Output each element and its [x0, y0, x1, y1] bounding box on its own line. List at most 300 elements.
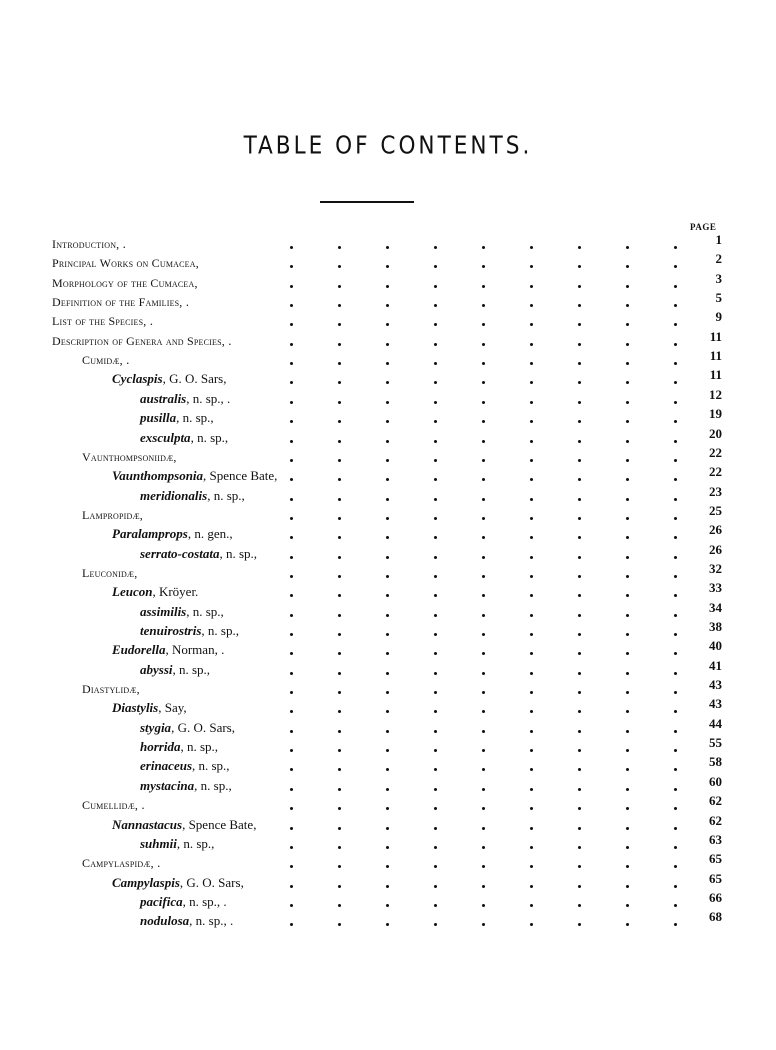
toc-entry-label: [140, 428, 228, 448]
toc-entry-label: [52, 311, 153, 331]
leader-dot: [626, 594, 629, 597]
toc-entry-label-part: Morphology of the Cumacea,: [52, 275, 198, 290]
leader-dots: [0, 892, 776, 912]
leader-dot: [578, 807, 581, 810]
leader-dot: [578, 788, 581, 791]
toc-entry-label: [112, 873, 244, 893]
toc-entry-label: [82, 447, 177, 467]
toc-entry-label-part: , Spence Bate,: [203, 468, 278, 484]
toc-entry-label: [140, 602, 224, 622]
toc-entry: [0, 715, 776, 738]
leader-dot: [674, 691, 677, 694]
leader-dot: [290, 730, 293, 733]
leader-dot: [674, 672, 677, 675]
leader-dot: [578, 323, 581, 326]
toc-entry-label-part: abyssi: [140, 661, 173, 677]
leader-dot: [674, 652, 677, 655]
toc-entry-label-part: pacifica: [140, 893, 183, 909]
toc-entry-page-number: 43: [709, 677, 722, 693]
toc-entry-page-number: 34: [709, 599, 722, 615]
leader-dot: [482, 885, 485, 888]
leader-dot: [626, 672, 629, 675]
leader-dot: [290, 672, 293, 675]
toc-entry-page-number: 44: [709, 715, 722, 731]
toc-entry-label-part: Principal Works on Cumacea,: [52, 256, 199, 271]
leader-dot: [482, 691, 485, 694]
leader-dot: [290, 498, 293, 501]
leader-dots: [0, 428, 776, 448]
leader-dot: [290, 885, 293, 888]
leader-dots: [0, 756, 776, 776]
toc-entry: [0, 502, 776, 525]
leader-dot: [386, 788, 389, 791]
leader-dot: [626, 536, 629, 539]
leader-dot: [434, 807, 437, 810]
toc-entry: [0, 328, 776, 351]
leader-dot: [530, 575, 533, 578]
leader-dot: [578, 440, 581, 443]
leader-dot: [386, 865, 389, 868]
leader-dot: [338, 923, 341, 926]
leader-dot: [626, 614, 629, 617]
leader-dot: [674, 381, 677, 384]
leader-dot: [626, 768, 629, 771]
leader-dot: [482, 633, 485, 636]
leader-dot: [434, 652, 437, 655]
toc-entry-label-part: assimilis: [140, 603, 187, 619]
toc-entry: [0, 350, 776, 370]
leader-dot: [578, 730, 581, 733]
leader-dot: [626, 865, 629, 868]
leader-dot: [578, 691, 581, 694]
leader-dot: [674, 904, 677, 907]
leader-dot: [386, 923, 389, 926]
toc-entry-page-number: 26: [709, 522, 722, 538]
leader-dot: [674, 246, 677, 249]
leader-dot: [386, 672, 389, 675]
leader-dot: [338, 323, 341, 326]
leader-dot: [338, 498, 341, 501]
leader-dot: [674, 517, 677, 520]
leader-dot: [626, 478, 629, 481]
leader-dot: [386, 652, 389, 655]
leader-dot: [386, 556, 389, 559]
leader-dot: [434, 343, 437, 346]
leader-dot: [626, 885, 629, 888]
leader-dot: [626, 749, 629, 752]
leader-dot: [530, 343, 533, 346]
toc-entry-label-part: .: [153, 855, 161, 871]
leader-dot: [482, 710, 485, 713]
leader-dot: [434, 885, 437, 888]
leader-dot: [338, 536, 341, 539]
leader-dot: [290, 575, 293, 578]
leader-dots: [0, 486, 776, 506]
leader-dot: [578, 246, 581, 249]
toc-entry-page-number: 43: [709, 696, 722, 712]
leader-dot: [482, 323, 485, 326]
toc-entry: [0, 679, 776, 699]
toc-entry-label-part: Description of Genera and Species,: [52, 333, 225, 348]
leader-dot: [482, 517, 485, 520]
toc-entry-label: [140, 486, 245, 506]
toc-entry-label-part: Lampropidæ,: [82, 507, 143, 522]
leader-dot: [386, 498, 389, 501]
leader-dot: [530, 807, 533, 810]
toc-entry-label: [140, 911, 233, 931]
toc-entry-page-number: 5: [715, 290, 722, 306]
toc-entry-page-number: 32: [709, 560, 722, 576]
leader-dot: [530, 768, 533, 771]
leader-dot: [386, 710, 389, 713]
leader-dot: [626, 730, 629, 733]
leader-dot: [578, 381, 581, 384]
leader-dot: [626, 904, 629, 907]
leader-dot: [482, 652, 485, 655]
leader-dot: [338, 614, 341, 617]
toc-entry-label-part: Campylaspis: [112, 874, 180, 890]
toc-entry-label-part: , G. O. Sars,: [162, 371, 227, 387]
toc-entry-page-number: 66: [709, 889, 722, 905]
leader-dot: [578, 362, 581, 365]
leader-dot: [434, 304, 437, 307]
leader-dot: [674, 788, 677, 791]
leader-dot: [386, 401, 389, 404]
leader-dot: [482, 285, 485, 288]
leader-dot: [674, 846, 677, 849]
toc-entry-label: [140, 389, 230, 409]
toc-entry-page-number: 23: [709, 483, 722, 499]
leader-dot: [434, 827, 437, 830]
toc-entry: [0, 444, 776, 467]
leader-dot: [338, 420, 341, 423]
leader-dot: [338, 807, 341, 810]
leader-dot: [386, 885, 389, 888]
leader-dot: [290, 614, 293, 617]
leader-dot: [386, 362, 389, 365]
leader-dot: [434, 401, 437, 404]
toc-entry-label: [82, 795, 145, 815]
leader-dot: [338, 865, 341, 868]
leader-dot: [434, 614, 437, 617]
leader-dot: [386, 478, 389, 481]
toc-entry-page-number: 65: [709, 870, 722, 886]
toc-entry-label-part: , G. O. Sars,: [179, 874, 244, 890]
leader-dot: [578, 304, 581, 307]
leader-dot: [578, 498, 581, 501]
leader-dot: [530, 420, 533, 423]
leader-dot: [674, 265, 677, 268]
leader-dot: [674, 304, 677, 307]
leader-dot: [290, 381, 293, 384]
leader-dot: [626, 807, 629, 810]
leader-dot: [338, 246, 341, 249]
toc-entry-page-number: 26: [709, 541, 722, 557]
toc-entry-page-number: 58: [709, 754, 722, 770]
leader-dot: [578, 420, 581, 423]
leader-dot: [482, 672, 485, 675]
toc-entry-label-part: , n. sp.,: [186, 603, 224, 619]
leader-dot: [482, 265, 485, 268]
leader-dot: [626, 362, 629, 365]
leader-dot: [674, 285, 677, 288]
leader-dot: [674, 343, 677, 346]
leader-dot: [338, 265, 341, 268]
toc-entry-page-number: 68: [709, 909, 722, 925]
toc-entry-label: [140, 737, 218, 757]
toc-entry-label-part: , n. sp., .: [186, 390, 231, 406]
leader-dot: [290, 633, 293, 636]
title-divider: [320, 201, 414, 203]
leader-dot: [530, 885, 533, 888]
leader-dot: [434, 865, 437, 868]
leader-dot: [626, 381, 629, 384]
leader-dot: [434, 440, 437, 443]
toc-entry-label-part: , n. sp.,: [219, 545, 258, 561]
leader-dot: [338, 517, 341, 520]
toc-entry-label: [82, 563, 137, 583]
leader-dot: [626, 788, 629, 791]
toc-entry-page-number: 1: [715, 232, 722, 247]
toc-entry: [0, 853, 776, 873]
toc-entry-page-number: 20: [709, 425, 722, 441]
leader-dot: [482, 304, 485, 307]
leader-dot: [386, 246, 389, 249]
leader-dot: [530, 246, 533, 249]
toc-entry: [0, 408, 776, 428]
toc-entry-label: [52, 331, 231, 351]
leader-dot: [290, 401, 293, 404]
leader-dot: [530, 788, 533, 791]
toc-entry: [0, 466, 776, 486]
leader-dot: [482, 343, 485, 346]
leader-dot: [386, 285, 389, 288]
toc-entry-label-part: , n. sp., .: [182, 893, 227, 909]
toc-entry-label-part: Diastylidæ,: [82, 682, 140, 697]
leader-dot: [290, 478, 293, 481]
leader-dot: [674, 478, 677, 481]
leader-dot: [674, 749, 677, 752]
toc-entry-label: [112, 369, 226, 389]
leader-dot: [434, 788, 437, 791]
leader-dot: [434, 536, 437, 539]
leader-dot: [434, 478, 437, 481]
toc-entry-page-number: 62: [709, 812, 722, 828]
leader-dot: [434, 459, 437, 462]
toc-entry-label-part: , n. sp.,: [176, 835, 215, 851]
leader-dot: [290, 304, 293, 307]
leader-dot: [386, 768, 389, 771]
toc-entry-page-number: 22: [709, 444, 722, 460]
leader-dot: [674, 323, 677, 326]
leader-dot: [626, 401, 629, 404]
toc-entry-label-part: Leuconidæ,: [82, 565, 138, 580]
toc-entry: [0, 812, 776, 835]
leader-dot: [482, 459, 485, 462]
leader-dot: [386, 440, 389, 443]
toc-entry: [0, 737, 776, 757]
leader-dot: [578, 710, 581, 713]
leader-dot: [482, 420, 485, 423]
leader-dot: [290, 536, 293, 539]
leader-dot: [482, 246, 485, 249]
leader-dot: [290, 904, 293, 907]
leader-dot: [434, 265, 437, 268]
leader-dot: [578, 633, 581, 636]
toc-entry-label-part: , n. sp.,: [192, 758, 230, 774]
page-column-header: PAGE: [690, 222, 717, 232]
toc-entry: [0, 311, 776, 331]
toc-entry-label-part: .: [119, 236, 126, 251]
toc-entry-label-part: , n. sp.,: [194, 777, 232, 793]
toc-entry: [0, 253, 776, 273]
leader-dot: [578, 459, 581, 462]
leader-dot: [290, 362, 293, 365]
leader-dots: [0, 389, 776, 409]
leader-dot: [338, 827, 341, 830]
toc-entry-label-part: australis: [140, 390, 187, 406]
toc-entry-label: [82, 505, 143, 525]
leader-dot: [578, 846, 581, 849]
leader-dot: [338, 730, 341, 733]
leader-dot: [434, 323, 437, 326]
toc-entry-label-part: exsculpta: [140, 429, 191, 445]
leader-dot: [482, 923, 485, 926]
leader-dot: [578, 652, 581, 655]
toc-entry-label-part: serrato-costata: [140, 545, 220, 561]
toc-entry-label-part: , n. sp.,: [172, 661, 211, 677]
toc-entry-label: [82, 679, 140, 699]
leader-dot: [482, 536, 485, 539]
toc-entry-page-number: 38: [709, 619, 722, 634]
leader-dot: [434, 517, 437, 520]
toc-entry: [0, 831, 776, 854]
leader-dot: [338, 846, 341, 849]
toc-entry: [0, 386, 776, 409]
leader-dot: [290, 459, 293, 462]
leader-dot: [290, 517, 293, 520]
leader-dot: [338, 652, 341, 655]
leader-dot: [578, 827, 581, 830]
leader-dot: [578, 265, 581, 268]
toc-entry-label: [140, 660, 210, 680]
toc-entry: [0, 483, 776, 506]
leader-dot: [290, 323, 293, 326]
leader-dot: [482, 788, 485, 791]
leader-dot: [338, 672, 341, 675]
leader-dot: [386, 807, 389, 810]
leader-dot: [674, 536, 677, 539]
leader-dot: [434, 923, 437, 926]
toc-entry: [0, 234, 776, 254]
toc-entry: [0, 270, 776, 293]
toc-entry: [0, 599, 776, 622]
leader-dot: [338, 691, 341, 694]
leader-dot: [626, 691, 629, 694]
leader-dots: [0, 408, 776, 428]
toc-entry-page-number: 3: [715, 270, 722, 286]
leader-dot: [530, 498, 533, 501]
toc-entry-label-part: erinaceus: [140, 758, 192, 774]
leader-dots: [0, 737, 776, 757]
toc-entry-label: [140, 776, 232, 796]
leader-dot: [674, 633, 677, 636]
toc-entry-page-number: 40: [709, 638, 722, 654]
toc-entry-label: [112, 640, 224, 660]
leader-dot: [434, 710, 437, 713]
leader-dot: [338, 285, 341, 288]
leader-dot: [530, 865, 533, 868]
leader-dot: [482, 401, 485, 404]
leader-dot: [530, 633, 533, 636]
leader-dot: [578, 575, 581, 578]
leader-dot: [290, 865, 293, 868]
toc-entry-label: [140, 621, 239, 641]
leader-dot: [482, 768, 485, 771]
toc-entry-page-number: 25: [709, 502, 722, 518]
leader-dot: [434, 904, 437, 907]
toc-entry-page-number: 11: [709, 348, 722, 364]
toc-entry-label-part: , n. sp.,: [201, 623, 239, 638]
leader-dot: [530, 672, 533, 675]
leader-dot: [386, 536, 389, 539]
toc-entry-label-part: tenuirostris: [140, 623, 202, 638]
leader-dot: [386, 730, 389, 733]
leader-dot: [338, 304, 341, 307]
leader-dot: [434, 730, 437, 733]
toc-entry-label: [112, 524, 233, 544]
toc-entry-label: [140, 834, 214, 854]
leader-dot: [626, 265, 629, 268]
leader-dot: [674, 885, 677, 888]
leader-dot: [434, 285, 437, 288]
leader-dot: [674, 827, 677, 830]
toc-entry-page-number: 62: [709, 793, 722, 809]
leader-dot: [626, 556, 629, 559]
toc-entry: [0, 541, 776, 564]
toc-entry: [0, 756, 776, 776]
leader-dot: [482, 556, 485, 559]
leader-dot: [338, 381, 341, 384]
leader-dot: [674, 865, 677, 868]
leader-dot: [386, 343, 389, 346]
leader-dot: [626, 652, 629, 655]
toc-entry-label-part: , n. sp.,: [176, 410, 214, 426]
toc-entry-label-part: .: [138, 797, 145, 813]
leader-dot: [578, 517, 581, 520]
leader-dot: [386, 304, 389, 307]
leader-dot: [482, 846, 485, 849]
toc-entry-label-part: pusilla: [140, 410, 177, 426]
leader-dot: [290, 710, 293, 713]
toc-entry-label-part: stygia: [140, 719, 172, 735]
toc-entry-label-part: horrida: [140, 739, 181, 755]
leader-dot: [626, 923, 629, 926]
leader-dot: [434, 381, 437, 384]
leader-dot: [338, 633, 341, 636]
toc-entry-label-part: Vaunthompsoniidæ,: [82, 449, 177, 464]
leader-dot: [578, 478, 581, 481]
leader-dot: [530, 517, 533, 520]
leader-dot: [290, 749, 293, 752]
leader-dot: [290, 285, 293, 288]
leader-dots: [0, 776, 776, 796]
leader-dot: [338, 904, 341, 907]
leader-dot: [482, 575, 485, 578]
leader-dot: [530, 362, 533, 365]
leader-dot: [338, 788, 341, 791]
toc-entry-label-part: , Spence Bate,: [182, 816, 257, 832]
